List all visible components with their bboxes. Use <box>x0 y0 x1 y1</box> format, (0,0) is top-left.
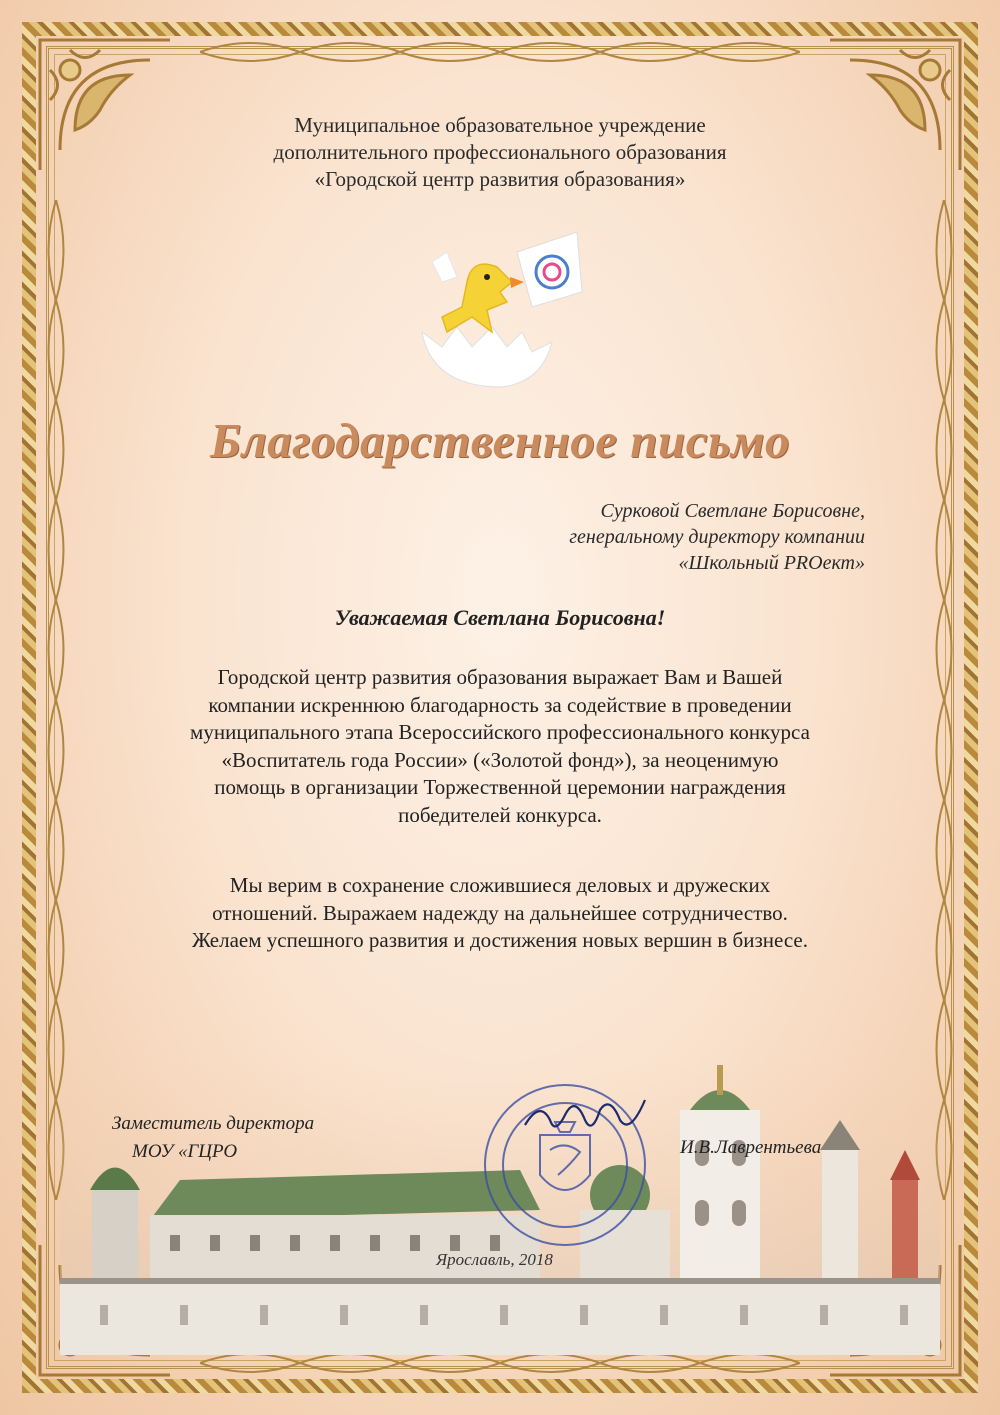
paragraph-line: компании искреннюю благодарность за содействие в проведении <box>208 692 792 717</box>
document-title: Благодарственное письмо <box>209 413 791 468</box>
signer-position-line-1: Заместитель директора <box>112 1113 315 1134</box>
paragraph-line: Городской центр развития образования выражает Вам и Вашей <box>217 665 783 689</box>
addressee-line-3: «Школьный PROект» <box>678 552 865 574</box>
body-paragraph-2 <box>0 872 1000 955</box>
organization-header <box>0 112 1000 193</box>
signer-name: И.В.Лаврентьева <box>680 1137 822 1158</box>
top-ornament-icon <box>200 34 800 70</box>
org-line-2: дополнительного профессионального образования <box>273 140 727 164</box>
addressee-line-2: генеральному директору компании <box>569 526 865 548</box>
paragraph-line: «Воспитатель года России» («Золотой фонд»), за неоценимую <box>221 747 779 772</box>
addressee-line-1: Сурковой Светлане Борисовне, <box>600 500 865 522</box>
paragraph-line: отношений. Выражаем надежду на дальнейшее сотрудничество. <box>212 900 788 925</box>
handwritten-signature <box>520 1090 650 1140</box>
addressee-block <box>569 498 865 576</box>
paragraph-line: победителей конкурса. <box>398 802 602 827</box>
paragraph-line: Мы верим в сохранение сложившиеся деловых и дружеских <box>229 873 771 897</box>
paragraph-line: муниципального этапа Всероссийского профессионального конкурса <box>190 720 810 744</box>
greeting: Уважаемая Светлана Борисовна! <box>334 605 666 630</box>
city-year: Ярославль, 2018 <box>436 1250 553 1269</box>
org-line-1: Муниципальное образовательное учреждение <box>294 113 706 137</box>
chick-hatching-egg-icon <box>412 222 592 392</box>
signer-position-line-2: МОУ «ГЦРО <box>132 1141 238 1162</box>
org-line-3: «Городской центр развития образования» <box>314 167 686 191</box>
paragraph-line: помощь в организации Торжественной церемонии награждения <box>214 775 786 799</box>
body-paragraph-1 <box>0 664 1000 829</box>
signer-position <box>112 1110 314 1166</box>
paragraph-line: Желаем успешного развития и достижения новых вершин в бизнесе. <box>192 928 808 952</box>
